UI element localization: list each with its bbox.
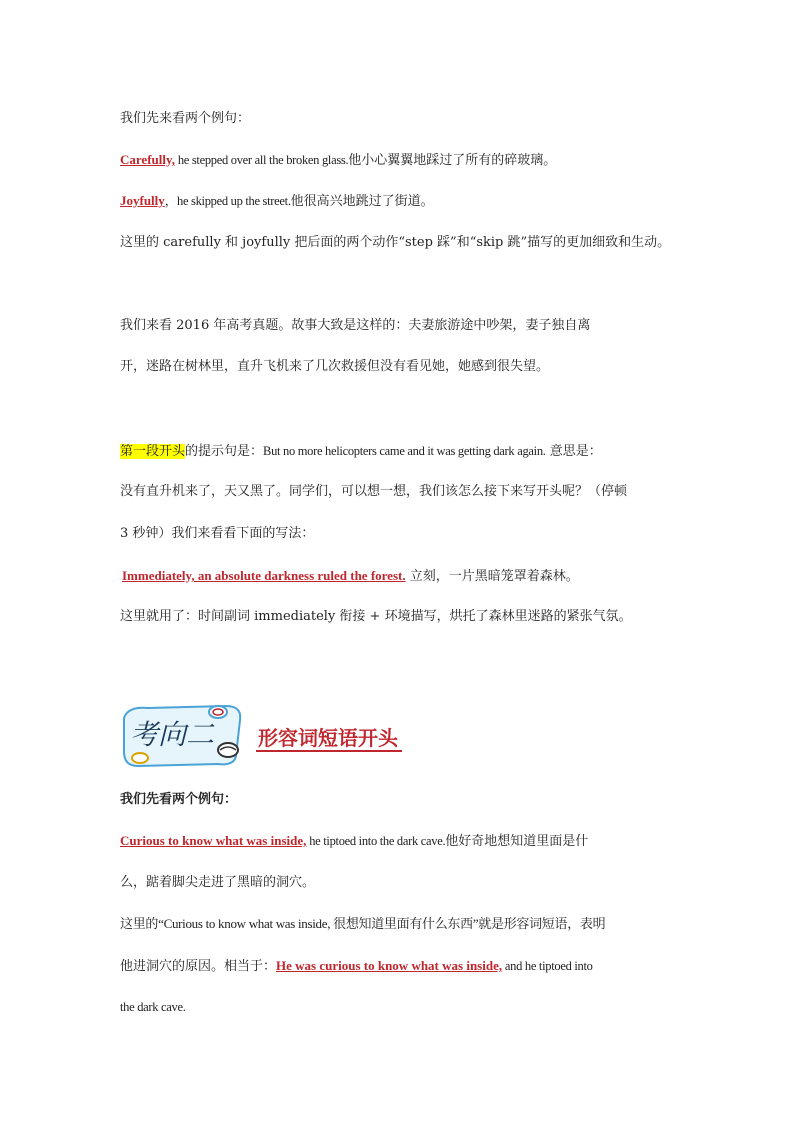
explanation-2: 这里就用了：时间副词 immediately 衔接 + 环境描写，烘托了森林里迷路的紧张气氛。 <box>120 609 632 624</box>
example-1-keyword: Carefully, <box>120 152 176 167</box>
example-1-chinese: 他小心翼翼地踩过了所有的碎玻璃。 <box>348 153 557 168</box>
section2-equivalent-sentence: He was curious to know what was inside, <box>276 958 503 973</box>
section2-intro: 我们先看两个例句： <box>120 792 238 807</box>
hint-meaning-label: 意思是： <box>545 444 602 459</box>
example-1-english: he stepped over all the broken glass. <box>175 153 349 167</box>
badge-text: 考向二 <box>130 718 215 751</box>
section2-example-line-1 <box>120 832 588 851</box>
section2-equivalent-english: and he tiptoed into <box>502 959 593 973</box>
hint-line-1 <box>120 442 602 461</box>
exam-intro-line-1: 我们来看 2016 年高考真题。故事大致是这样的：夫妻旅游途中吵架，妻子独自离 <box>120 318 591 333</box>
example-2-chinese: 他很高兴地跳过了街道。 <box>290 194 434 209</box>
exam-intro-line-2: 开，迷路在树林里，直升飞机来了几次救援但没有看见她，她感到很失望。 <box>120 359 550 374</box>
explanation-1: 这里的 carefully 和 joyfully 把后面的两个动作“step 踩”和“skip 跳”描写的更加细致和生动。 <box>120 235 671 250</box>
section2-equivalent-label: 他进洞穴的原因。相当于： <box>120 959 277 974</box>
hint-label: 的提示句是： <box>185 444 264 459</box>
highlight-first-paragraph: 第一段开头 <box>120 444 186 459</box>
section2-explanation-line-3: the dark cave. <box>120 1000 186 1014</box>
example-2-keyword: Joyfully <box>120 193 165 208</box>
section-badge <box>118 700 248 770</box>
example-1 <box>120 151 556 170</box>
hint-line-2: 没有直升机来了，天又黑了。同学们，可以想一想，我们该怎么接下来写开头呢？（停顿 <box>120 484 628 499</box>
section2-example-line-2: 么，踮着脚尖走进了黑暗的洞穴。 <box>120 875 316 890</box>
answer-english: Immediately, an absolute darkness ruled the forest. <box>122 568 406 583</box>
section2-explanation-line-2 <box>120 957 593 976</box>
badge-shape-icon <box>118 700 248 770</box>
section2-example-english: he tiptoed into the dark cave. <box>306 834 446 848</box>
hint-line-3: 3 秒钟）我们来看看下面的写法： <box>120 526 315 541</box>
answer-chinese: 立刻，一片黑暗笼罩着森林。 <box>405 569 579 584</box>
intro-line: 我们先来看两个例句： <box>120 111 251 126</box>
example-2-english: ，he skipped up the street. <box>164 194 291 208</box>
hint-english: But no more helicopters came and it was getting dark again. <box>263 444 546 458</box>
section2-explanation-line-1: 这里的“Curious to know what was inside, 很想知道里面有什么东西”就是形容词短语，表明 <box>120 916 606 931</box>
example-2 <box>120 192 434 211</box>
section2-example-chinese: 他好奇地想知道里面是什 <box>445 834 589 849</box>
answer-line <box>122 567 579 586</box>
section2-example-keyword: Curious to know what was inside, <box>120 833 307 848</box>
section-heading: 形容词短语开头 <box>256 726 402 752</box>
